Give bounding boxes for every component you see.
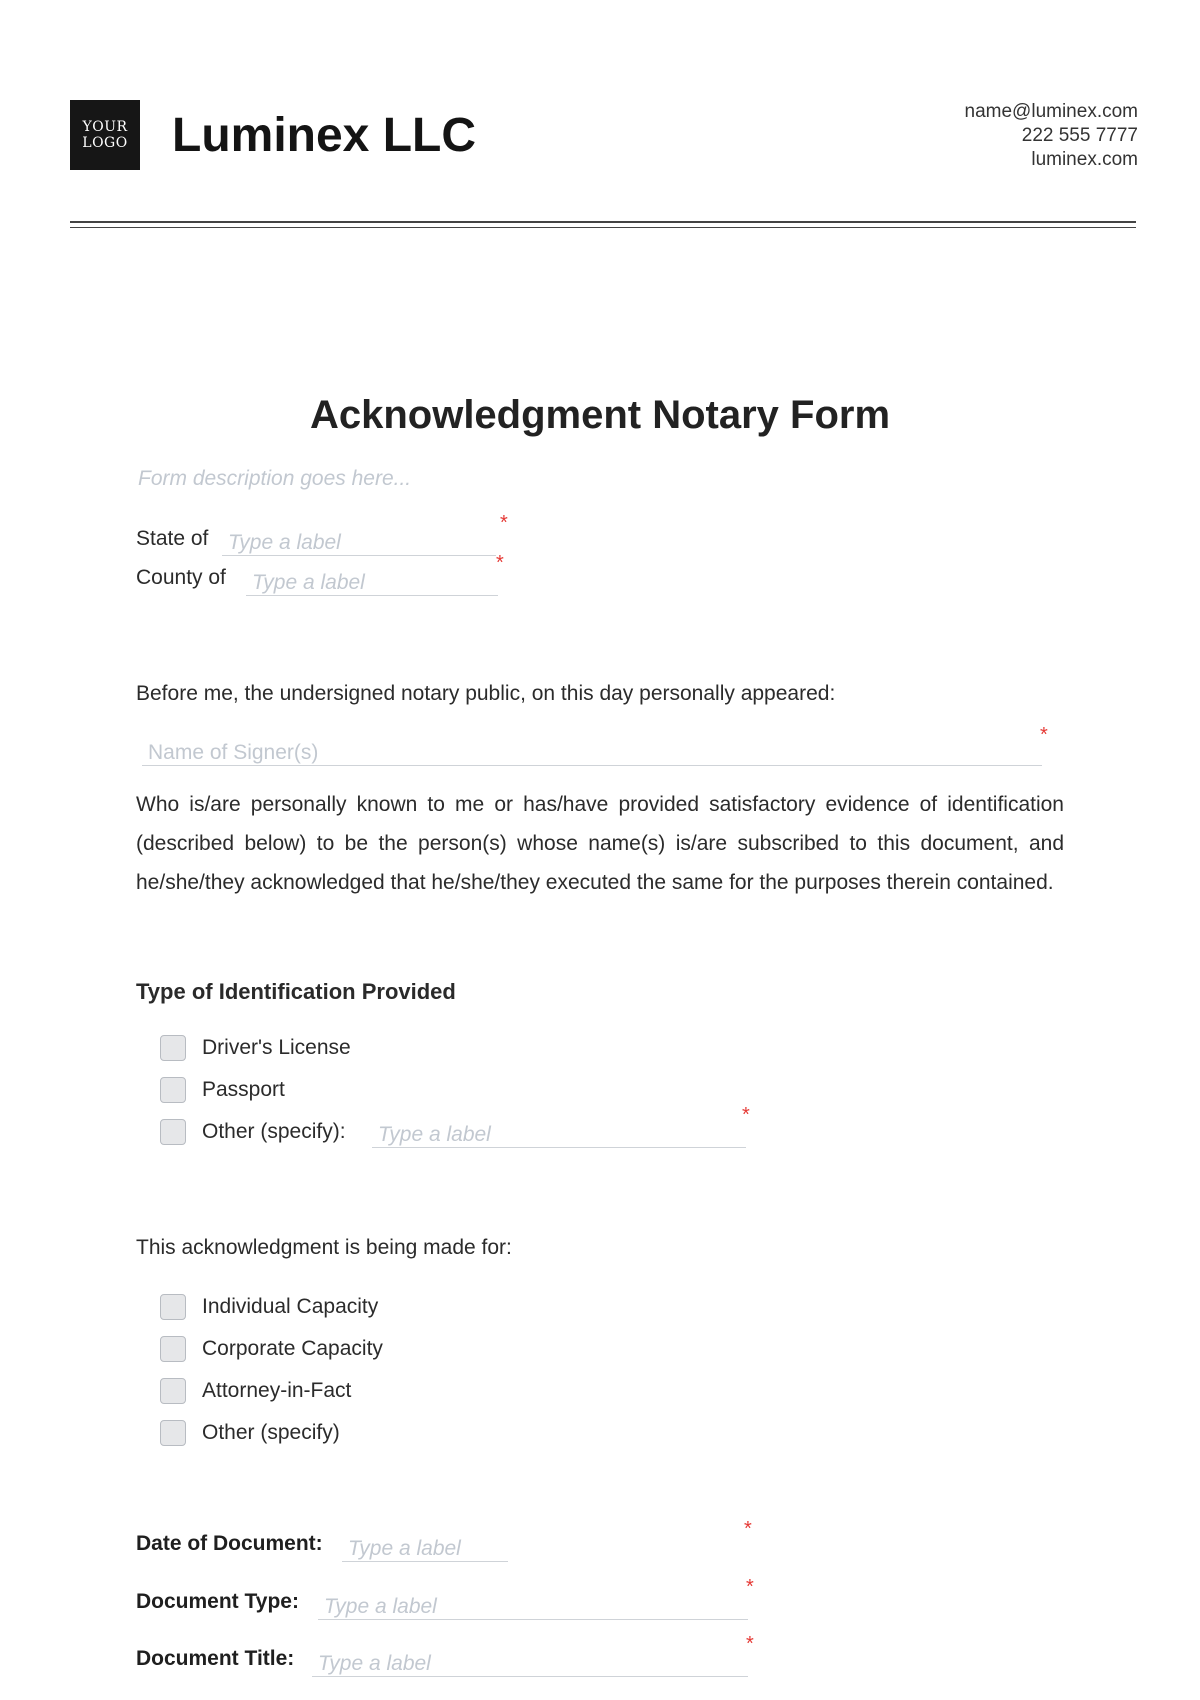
- option-label: Other (specify): [202, 1421, 340, 1444]
- logo-line2: LOGO: [82, 135, 128, 151]
- checkbox[interactable]: [160, 1035, 186, 1061]
- contact-info: [965, 100, 1138, 172]
- capacity-option-attorney[interactable]: [160, 1370, 383, 1412]
- capacity-options-list: [160, 1286, 383, 1454]
- contact-website: luminex.com: [1031, 149, 1138, 170]
- option-label: Attorney-in-Fact: [202, 1379, 352, 1402]
- form-description[interactable]: Form description goes here...: [138, 467, 412, 490]
- doc-type-input[interactable]: Type a label: [318, 1594, 748, 1620]
- checkbox[interactable]: [160, 1294, 186, 1320]
- signer-name-input[interactable]: Name of Signer(s): [142, 740, 1042, 766]
- option-label: Other (specify):: [202, 1120, 346, 1143]
- acknowledgment-statement: Who is/are personally known to me or has/have provided satisfactory evidence of identification (described below) to be the person(s) whose name(s) is/are subscribed to this document, and he/she/they acknowledged that he/she/they executed the same for the purposes therein contained.: [136, 793, 1064, 894]
- option-label: Corporate Capacity: [202, 1337, 383, 1360]
- county-input[interactable]: Type a label: [246, 570, 498, 596]
- capacity-option-corporate[interactable]: [160, 1328, 383, 1370]
- date-input[interactable]: Type a label: [342, 1536, 508, 1562]
- contact-email: name@luminex.com: [964, 101, 1138, 122]
- option-label: Individual Capacity: [202, 1295, 379, 1318]
- date-label: Date of Document:: [136, 1532, 323, 1555]
- id-option-passport[interactable]: [160, 1069, 351, 1111]
- state-required-mark: *: [500, 512, 508, 534]
- form-title: Acknowledgment Notary Form: [309, 393, 891, 437]
- checkbox[interactable]: [160, 1077, 186, 1103]
- capacity-option-other[interactable]: [160, 1412, 383, 1454]
- checkbox[interactable]: [160, 1119, 186, 1145]
- id-option-drivers-license[interactable]: [160, 1027, 351, 1069]
- signer-required-mark: *: [1040, 724, 1048, 746]
- state-input[interactable]: Type a label: [222, 530, 496, 556]
- company-logo: [70, 100, 140, 170]
- date-required-mark: *: [744, 1518, 752, 1540]
- capacity-option-individual[interactable]: [160, 1286, 383, 1328]
- doc-title-label: Document Title:: [136, 1647, 295, 1670]
- capacity-intro: This acknowledgment is being made for:: [136, 1236, 512, 1259]
- company-name: Luminex LLC: [172, 109, 477, 162]
- doc-type-required-mark: *: [746, 1576, 754, 1598]
- id-heading: Type of Identification Provided: [136, 979, 456, 1004]
- doc-title-required-mark: *: [746, 1633, 754, 1655]
- checkbox[interactable]: [160, 1420, 186, 1446]
- header-divider-top: [70, 221, 1136, 223]
- state-label: State of: [136, 527, 209, 550]
- header-divider-bottom: [70, 227, 1136, 228]
- county-required-mark: *: [496, 552, 504, 574]
- option-label: Driver's License: [202, 1036, 351, 1059]
- doc-title-input[interactable]: Type a label: [312, 1651, 748, 1677]
- id-other-input[interactable]: Type a label: [372, 1122, 746, 1148]
- id-other-required-mark: *: [742, 1104, 750, 1126]
- id-option-other[interactable]: [160, 1111, 351, 1153]
- option-label: Passport: [202, 1078, 285, 1101]
- appeared-text: Before me, the undersigned notary public, on this day personally appeared:: [136, 682, 836, 705]
- checkbox[interactable]: [160, 1336, 186, 1362]
- id-options-list: [160, 1027, 351, 1153]
- county-label: County of: [136, 566, 226, 589]
- doc-type-label: Document Type:: [136, 1590, 299, 1613]
- checkbox[interactable]: [160, 1378, 186, 1404]
- contact-phone: 222 555 7777: [1021, 125, 1138, 146]
- logo-line1: YOUR: [82, 119, 128, 135]
